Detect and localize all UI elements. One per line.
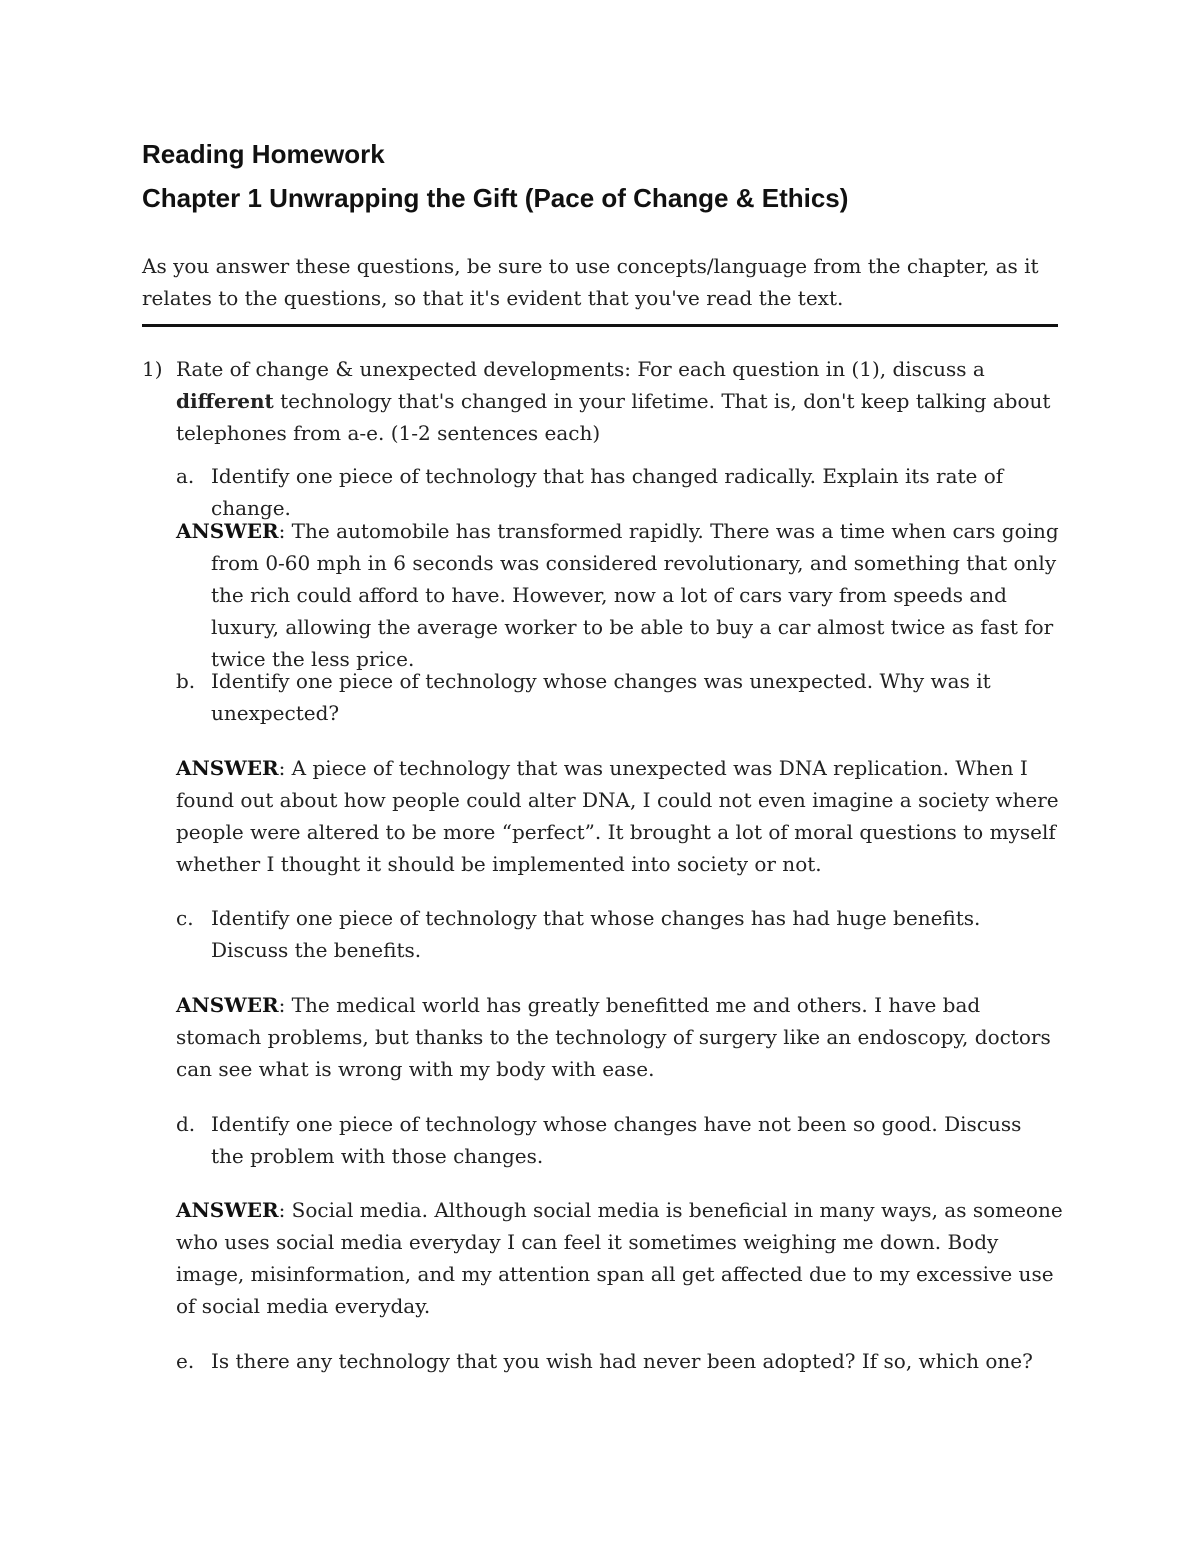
answer-a	[176, 515, 1066, 675]
sub-question-text: Identify one piece of technology whose changes was unexpected. Why was it unexpected?	[211, 669, 991, 725]
sub-question-letter: a.	[176, 464, 195, 488]
sub-question-text: Identify one piece of technology that whose changes has had huge benefits. Discuss the benefits.	[211, 906, 981, 962]
sub-question-text: Identify one piece of technology that has changed radically. Explain its rate of change.	[211, 464, 1004, 520]
sub-question-letter: c.	[176, 906, 194, 930]
chapter-title: Chapter 1 Unwrapping the Gift (Pace of Change & Ethics)	[142, 183, 849, 213]
answer-c	[176, 989, 1066, 1085]
answer-label: ANSWER	[176, 993, 279, 1017]
answer-d	[176, 1194, 1066, 1322]
answer-label: ANSWER	[176, 519, 279, 543]
sub-question-text: Is there any technology that you wish had never been adopted? If so, which one?	[211, 1349, 1033, 1373]
document-title: Reading Homework	[142, 139, 385, 169]
question-1-text	[176, 353, 1066, 449]
sub-question-text: Identify one piece of technology whose changes have not been so good. Discuss the problem with those changes.	[211, 1112, 1022, 1168]
answer-label: ANSWER	[176, 756, 279, 780]
horizontal-divider	[142, 324, 1058, 327]
question-1-text-before: Rate of change & unexpected developments: For each question in (1), discuss a	[176, 357, 985, 381]
sub-question-e	[176, 1345, 1056, 1377]
answer-label: ANSWER	[176, 1198, 279, 1222]
answer-text: : Social media. Although social media is beneficial in many ways, as someone who uses social media everyday I can feel it sometimes weighing me down. Body image, misinformation, and my attention span all get affected due to my excessive use of social media everyday.	[176, 1198, 1063, 1318]
answer-text: : The automobile has transformed rapidly. There was a time when cars going from 0-60 mph in 6 seconds was considered revolutionary, and something that only the rich could afford to have. However, now a lot of cars vary from speeds and luxury, allowing the average worker to be able to buy a car almost twice as fast for twice the less price.	[211, 519, 1059, 671]
sub-question-letter: e.	[176, 1349, 195, 1373]
question-number: 1)	[142, 357, 163, 381]
question-1-text-after: technology that's changed in your lifetime. That is, don't keep talking about telephones from a-e. (1-2 sentences each)	[176, 389, 1051, 445]
question-1-emphasis: different	[176, 389, 274, 413]
sub-question-letter: b.	[176, 669, 196, 693]
instructions-paragraph: As you answer these questions, be sure to use concepts/language from the chapter, as it relates to the questions, so that it's evident that you've read the text.	[142, 254, 1039, 310]
answer-text: : The medical world has greatly benefitted me and others. I have bad stomach problems, but thanks to the technology of surgery like an endoscopy, doctors can see what is wrong with my body with ease.	[176, 993, 1051, 1081]
sub-question-d	[176, 1108, 1056, 1172]
sub-question-letter: d.	[176, 1112, 196, 1136]
answer-b	[176, 752, 1066, 880]
answer-text: : A piece of technology that was unexpected was DNA replication. When I found out about how people could alter DNA, I could not even imagine a society where people were altered to be more “perfect”. It brought a lot of moral questions to myself whether I thought it should be implemented into society or not.	[176, 756, 1059, 876]
sub-question-b	[176, 665, 1056, 729]
sub-question-c	[176, 902, 1056, 966]
